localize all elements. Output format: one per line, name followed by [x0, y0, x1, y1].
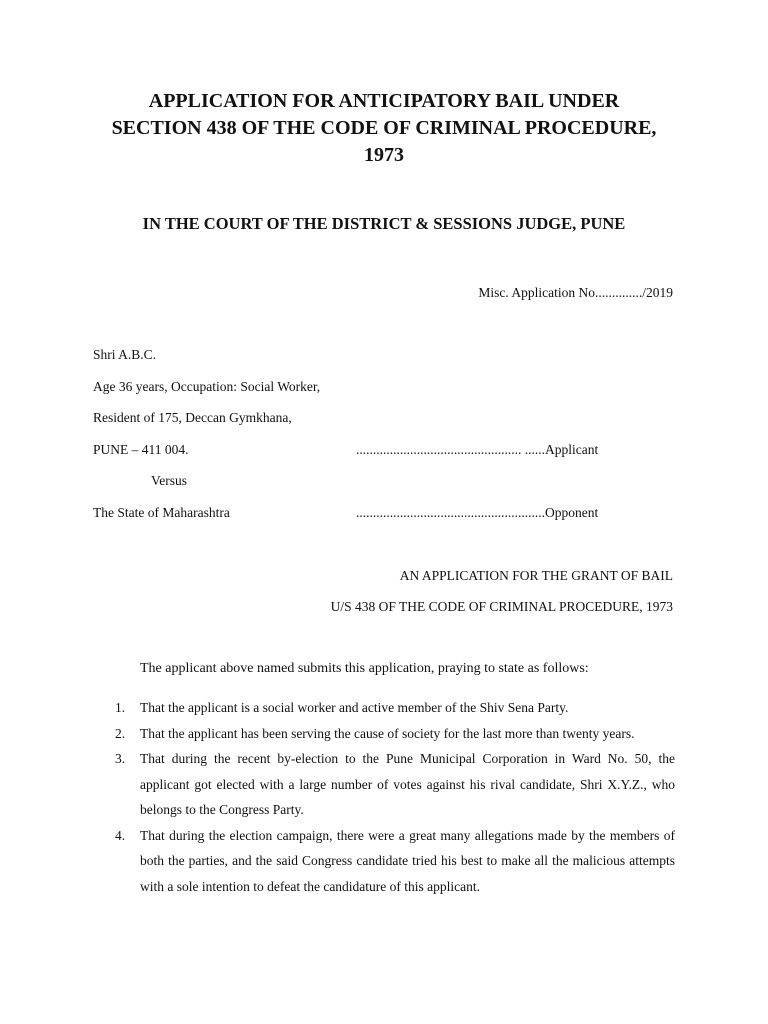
court-heading: IN THE COURT OF THE DISTRICT & SESSIONS JUDGE, PUNE — [142, 214, 626, 233]
list-item — [93, 721, 675, 747]
list-item-text: That the applicant has been serving the cause of society for the last more than twenty years. — [140, 725, 635, 741]
versus-label: Versus — [151, 473, 187, 488]
subject-line-1: AN APPLICATION FOR THE GRANT OF BAIL — [399, 568, 673, 583]
list-item-number: 3. — [115, 751, 126, 766]
list-item — [93, 746, 675, 823]
applicant-city: PUNE – 411 004. — [93, 442, 189, 457]
applicant-role: ................................................. ......Applicant — [356, 442, 599, 457]
list-item-text: That during the recent by-election to the Pune Municipal Corporation in Ward No. 50, the applicant got elected with a large number of votes against his rival candidate, Shri X.Y.Z., who belongs to the Congress Party. — [140, 751, 675, 817]
intro-paragraph: The applicant above named submits this application, praying to state as follows: — [140, 661, 589, 676]
list-item-number: 1. — [115, 700, 126, 715]
numbered-paragraphs — [93, 695, 675, 899]
list-item-number: 2. — [115, 725, 126, 741]
document-title-line-2: SECTION 438 OF THE CODE OF CRIMINAL PROCEDURE, — [111, 117, 657, 139]
document-title-line-1: APPLICATION FOR ANTICIPATORY BAIL UNDER — [148, 90, 620, 112]
list-item — [93, 695, 675, 721]
document-title-line-3: 1973 — [364, 144, 404, 166]
list-item — [93, 823, 675, 900]
subject-line-2: U/S 438 OF THE CODE OF CRIMINAL PROCEDURE, 1973 — [330, 599, 673, 614]
list-item-text: That the applicant is a social worker and active member of the Shiv Sena Party. — [140, 700, 569, 715]
misc-application-number: Misc. Application No............../2019 — [478, 285, 673, 300]
opponent-role: ........................................................Opponent — [356, 505, 599, 520]
document-title — [80, 88, 688, 169]
applicant-address: Resident of 175, Deccan Gymkhana, — [93, 410, 292, 425]
applicant-name: Shri A.B.C. — [93, 347, 157, 362]
list-item-text: That during the election campaign, there were a great many allegations made by the members of both the parties, and the said Congress candidate tried his best to make all the malicious attempts with a sole intention to defeat the candidature of this applicant. — [140, 827, 675, 894]
list-item-number: 4. — [115, 827, 126, 843]
opponent-name: The State of Maharashtra — [93, 505, 230, 520]
applicant-age-occupation: Age 36 years, Occupation: Social Worker, — [93, 379, 321, 394]
